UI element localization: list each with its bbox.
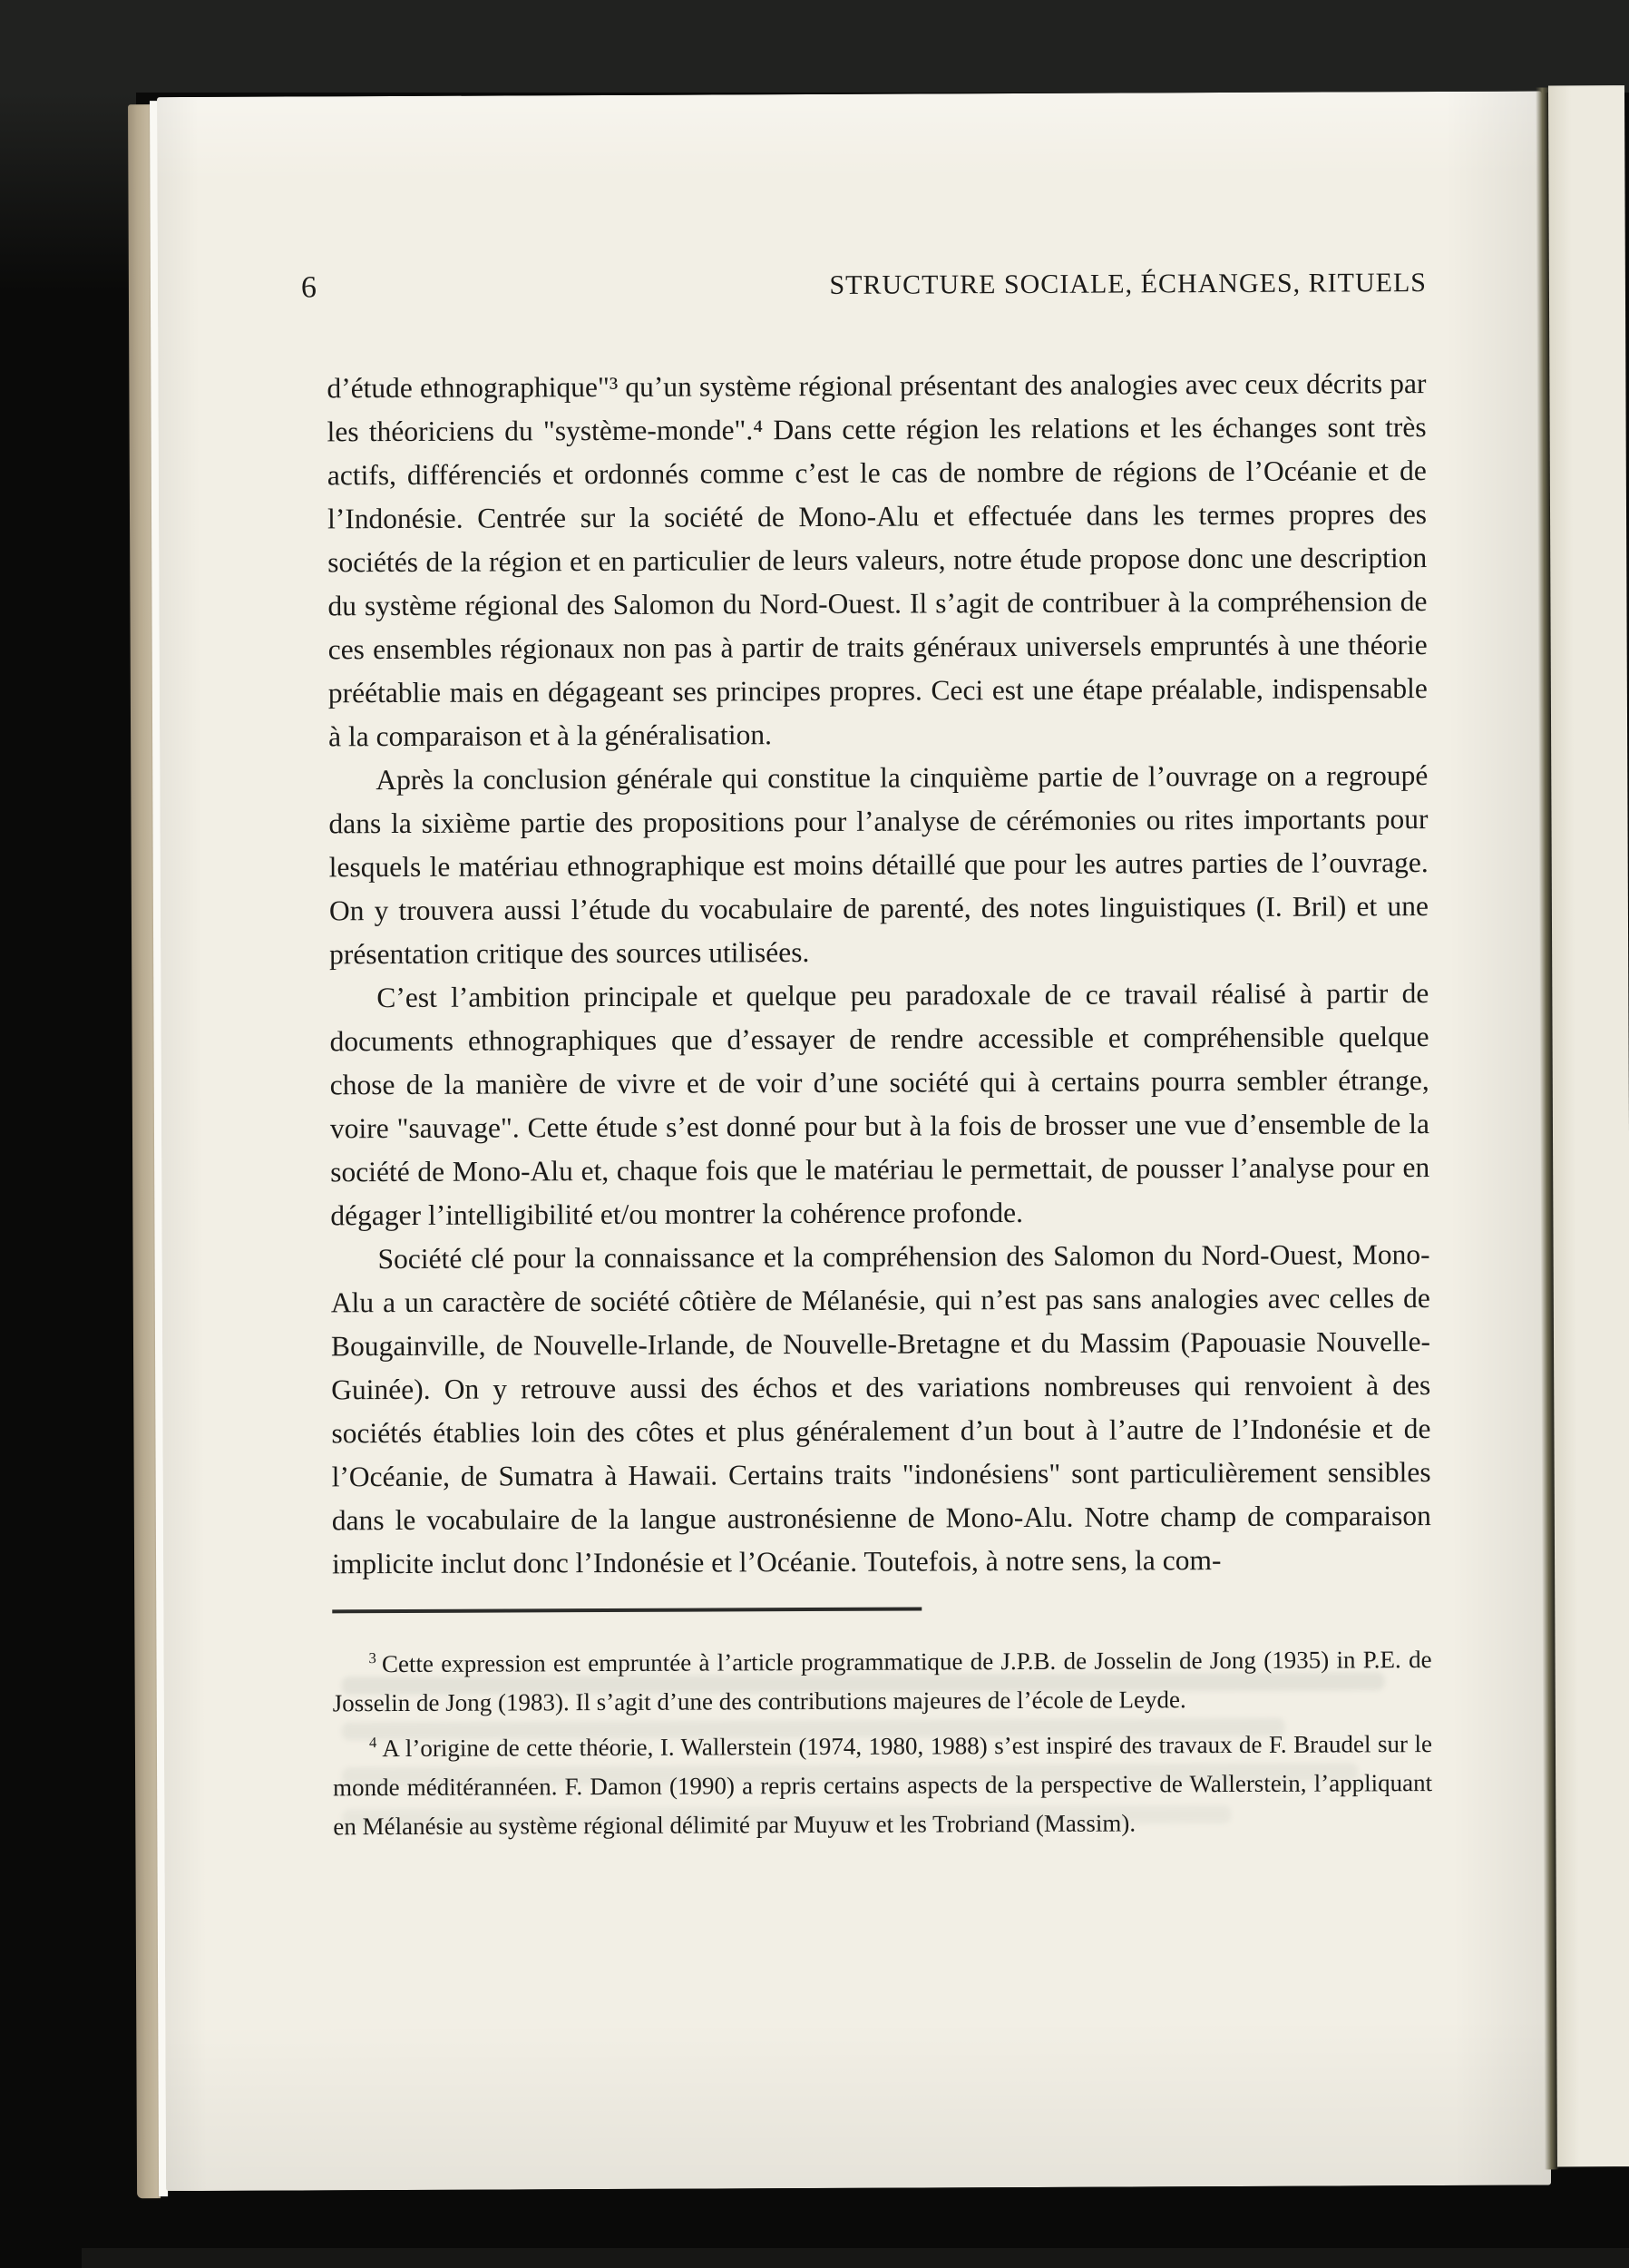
- footnote-marker: 3: [368, 1649, 376, 1667]
- footnote-rule: [332, 1607, 922, 1613]
- footnote-text: Cette expression est empruntée à l’article programmatique de J.P.B. de Josselin de Jong (1935) in P.E. de Josselin de Jong (1983). Il s’agit d’une des contributions majeures de l’école de Leyde.: [332, 1646, 1432, 1717]
- footnote-marker: 4: [368, 1734, 377, 1752]
- footnotes: [332, 1634, 1432, 1846]
- body-text: [327, 362, 1432, 1846]
- page-number: 6: [300, 270, 317, 305]
- paragraph: d’étude ethnographique"³ qu’un système régional présentant des analogies avec ceux décrits par les théoriciens du "système-monde".⁴ Dans cette région les relations et les échanges sont très actifs, différenciés et ordonnés comme c’est le cas de nombre de régions de l’Océanie et de l’Indonésie. Centrée sur la société de Mono-Alu et effectuée dans les termes propres des sociétés de la région et en particulier de leurs valeurs, notre étude propose donc une description du système régional des Salomon du Nord-Ouest. Il s’agit de contribuer à la compréhension de ces ensembles régionaux non pas à partir de traits généraux universels empruntés à une théorie préétablie mais en dégageant ses principes propres. Ceci est une étape préalable, indispensable à la comparaison et à la généralisation.: [327, 367, 1428, 753]
- paragraph: C’est l’ambition principale et quelque peu paradoxale de ce travail réalisé à partir de documents ethnographiques que d’essayer de rendre accessible et compréhensible quelque chose de la manière de vivre et de voir d’une société qui à certains pourra sembler étrange, voire "sauvage". Cette étude s’est donné pour but à la fois de brosser une vue d’ensemble de la société de Mono-Alu et, chaque fois que le matériau le permettait, de pousser l’analyse pour en dégager l’intelligibilité et/ou montrer la cohérence profonde.: [329, 977, 1430, 1232]
- running-header: STRUCTURE SOCIALE, ÉCHANGES, RITUELS: [829, 268, 1427, 300]
- paragraph: Après la conclusion générale qui constitue la cinquième partie de l’ouvrage on a regroupé dans la sixième partie des propositions pour l’analyse de cérémonies ou rites importants pour lesquels le matériau ethnographique est moins détaillé que pour les autres parties de l’ouvrage. On y trouvera aussi l’étude du vocabulaire de parenté, des notes linguistiques (I. Bril) et une présentation critique des sources utilisées.: [328, 759, 1429, 971]
- paragraph: Société clé pour la connaissance et la compréhension des Salomon du Nord-Ouest, Mono-Alu a un caractère de société côtière de Mélanésie, qui n’est pas sans analogies avec celles de Bougainville, de Nouvelle-Irlande, de Nouvelle-Bretagne et du Massim (Papouasie Nouvelle-Guinée). On y retrouve aussi des échos et des variations nombreuses qui renvoient à des sociétés établies loin des côtes et plus généralement d’un bout à l’autre de l’Indonésie et de l’Océanie, de Sumatra à Hawaii. Certains traits "indonésiens" sont particulièrement sensibles dans le vocabulaire de la langue austronésienne de Mono-Alu. Notre champ de comparaison implicite inclut donc l’Indonésie et l’Océanie. Toutefois, à notre sens, la com-: [330, 1238, 1431, 1580]
- footnote: [332, 1634, 1431, 1723]
- left-page: [157, 91, 1551, 2191]
- facing-page-edge: [1548, 85, 1629, 2166]
- footnote: [333, 1718, 1433, 1846]
- footnote-text: A l’origine de cette théorie, I. Wallerstein (1974, 1980, 1988) s’est inspiré des travaux de F. Braudel sur le monde méditérannéen. F. Damon (1990) a repris certains aspects de la perspective de Wallerstein, l’appliquant en Mélanésie au système régional délimité par Muyuw et les Trobriand (Massim).: [333, 1730, 1433, 1841]
